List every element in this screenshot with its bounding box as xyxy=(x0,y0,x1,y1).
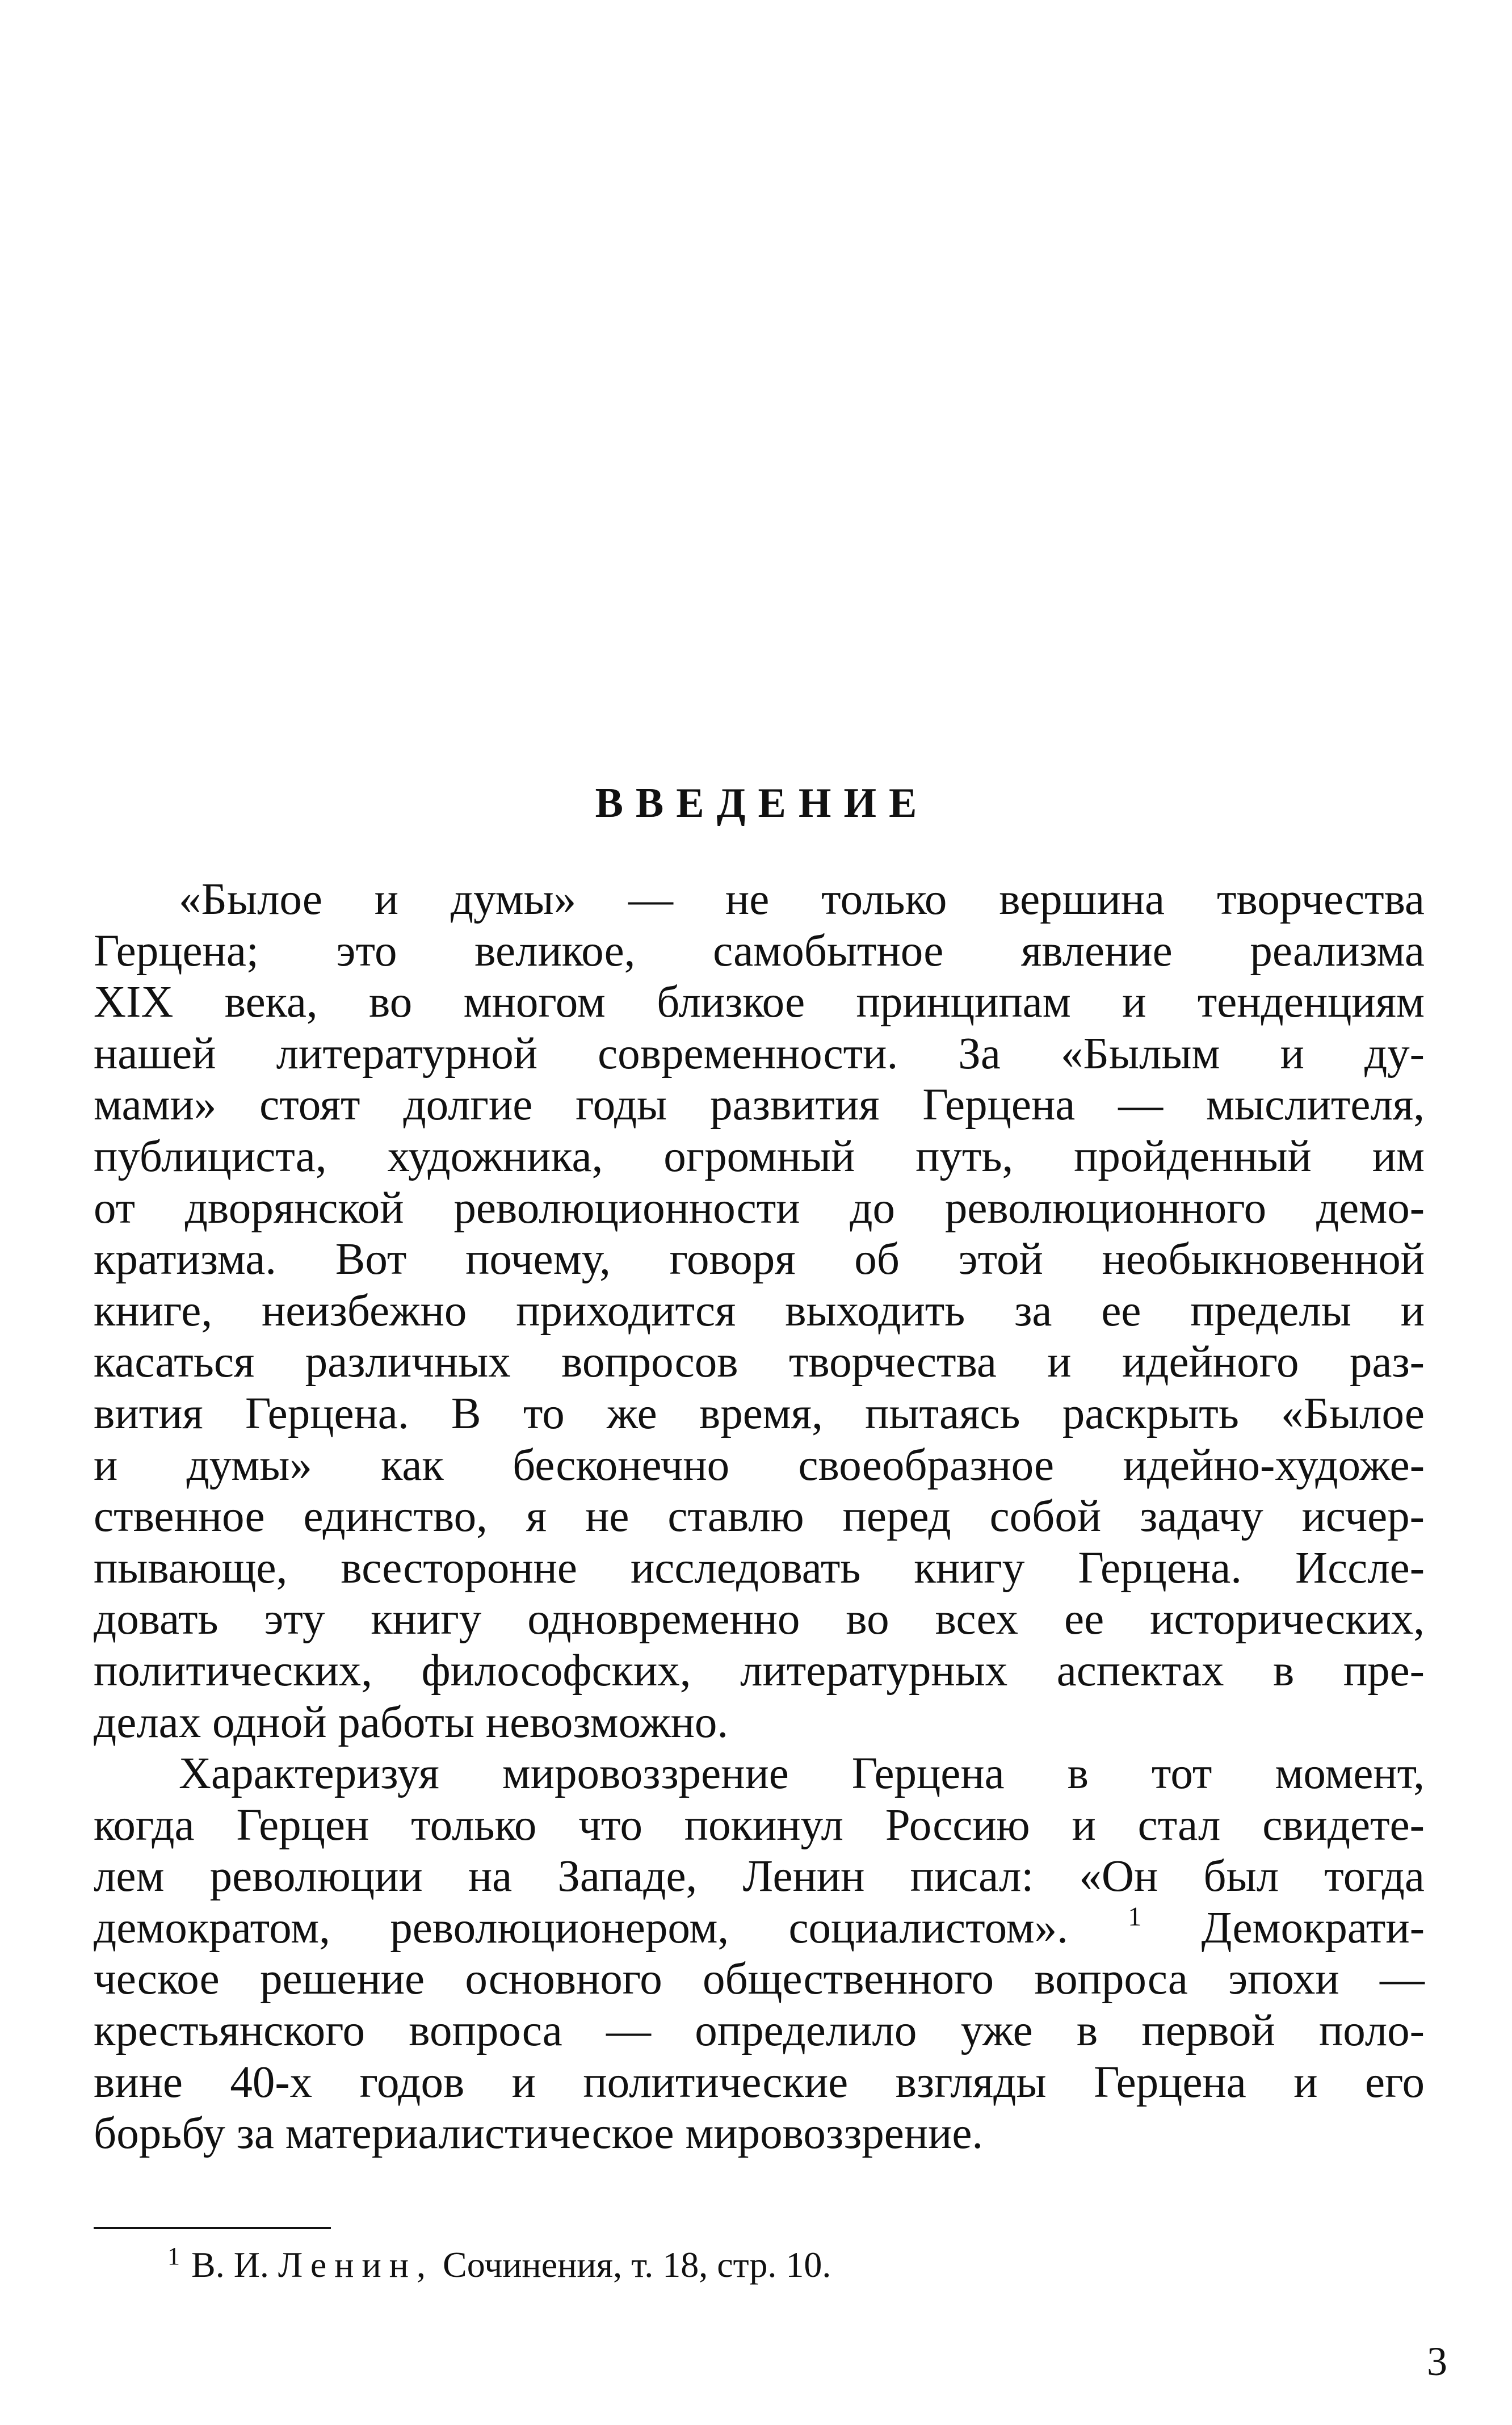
text-segment: демократом, революционером, социалистом». xyxy=(94,1903,1068,1953)
text-line: Характеризуя мировоззрение Герцена в тот момент, xyxy=(179,1749,1425,1799)
text-line: ственное единство, я не ставлю перед собой задачу исчер- xyxy=(94,1492,1425,1542)
text-segment: Демократи- xyxy=(1201,1903,1425,1953)
text-line: борьбу за материалистическое мировоззрение. xyxy=(94,2109,984,2159)
body-text xyxy=(94,874,1425,2160)
text-line: мами» стоят долгие годы развития Герцена — мыслителя, xyxy=(94,1080,1425,1130)
footnote-source: Сочинения, т. 18, стр. 10. xyxy=(443,2244,831,2285)
footnote-author: Ленин, xyxy=(278,2244,434,2285)
text-line: ческое решение основного общественного вопроса эпохи — xyxy=(94,1954,1425,2004)
text-line: касаться различных вопросов творчества и идейного раз- xyxy=(94,1337,1425,1387)
footnote xyxy=(167,2242,831,2288)
paragraph-2 xyxy=(94,1748,1425,2160)
text-line: публициста, художника, огромный путь, пройденный им xyxy=(94,1131,1425,1181)
text-line: довать эту книгу одновременно во всех ее исторических, xyxy=(94,1595,1425,1644)
text-line: от дворянской революционности до революционного демо- xyxy=(94,1183,1425,1233)
text-line: когда Герцен только что покинул Россию и стал свидете- xyxy=(94,1800,1425,1850)
text-line: вития Герцена. В то же время, пытаясь раскрыть «Былое xyxy=(94,1388,1425,1438)
text-line: «Былое и думы» — не только вершина творчества xyxy=(179,875,1425,924)
text-line: крестьянского вопроса — определило уже в первой поло- xyxy=(94,2006,1425,2056)
footnote-reference: 1 xyxy=(1128,1901,1142,1932)
text-line: кратизма. Вот почему, говоря об этой необыкновенной xyxy=(94,1235,1425,1285)
text-line: Герцена; это великое, самобытное явление реализма xyxy=(94,926,1425,976)
text-line: политических, философских, литературных аспектах в пре- xyxy=(94,1646,1425,1696)
footnote-initials: В. И. xyxy=(191,2244,269,2285)
text-line: вине 40-х годов и политические взгляды Герцена и его xyxy=(94,2057,1425,2107)
footnote-divider xyxy=(94,2227,331,2229)
text-line: делах одной работы невозможно. xyxy=(94,1697,729,1747)
footnote-mark: 1 xyxy=(167,2242,180,2270)
page-number: 3 xyxy=(1427,2339,1447,2384)
text-line: XIX века, во многом близкое принципам и тенденциям xyxy=(94,977,1425,1027)
chapter-heading: ВВЕДЕНИЕ xyxy=(595,780,930,826)
text-line-with-footnote xyxy=(94,1903,1425,1954)
paragraph-1 xyxy=(94,874,1425,1748)
text-line: лем революции на Западе, Ленин писал: «Он был тогда xyxy=(94,1852,1425,1902)
text-line: нашей литературной современности. За «Былым и ду- xyxy=(94,1029,1425,1079)
text-line: книге, неизбежно приходится выходить за ее пределы и xyxy=(94,1286,1425,1336)
text-line: пывающе, всесторонне исследовать книгу Герцена. Иссле- xyxy=(94,1543,1425,1593)
text-line: и думы» как бесконечно своеобразное идейно-художе- xyxy=(94,1440,1425,1490)
